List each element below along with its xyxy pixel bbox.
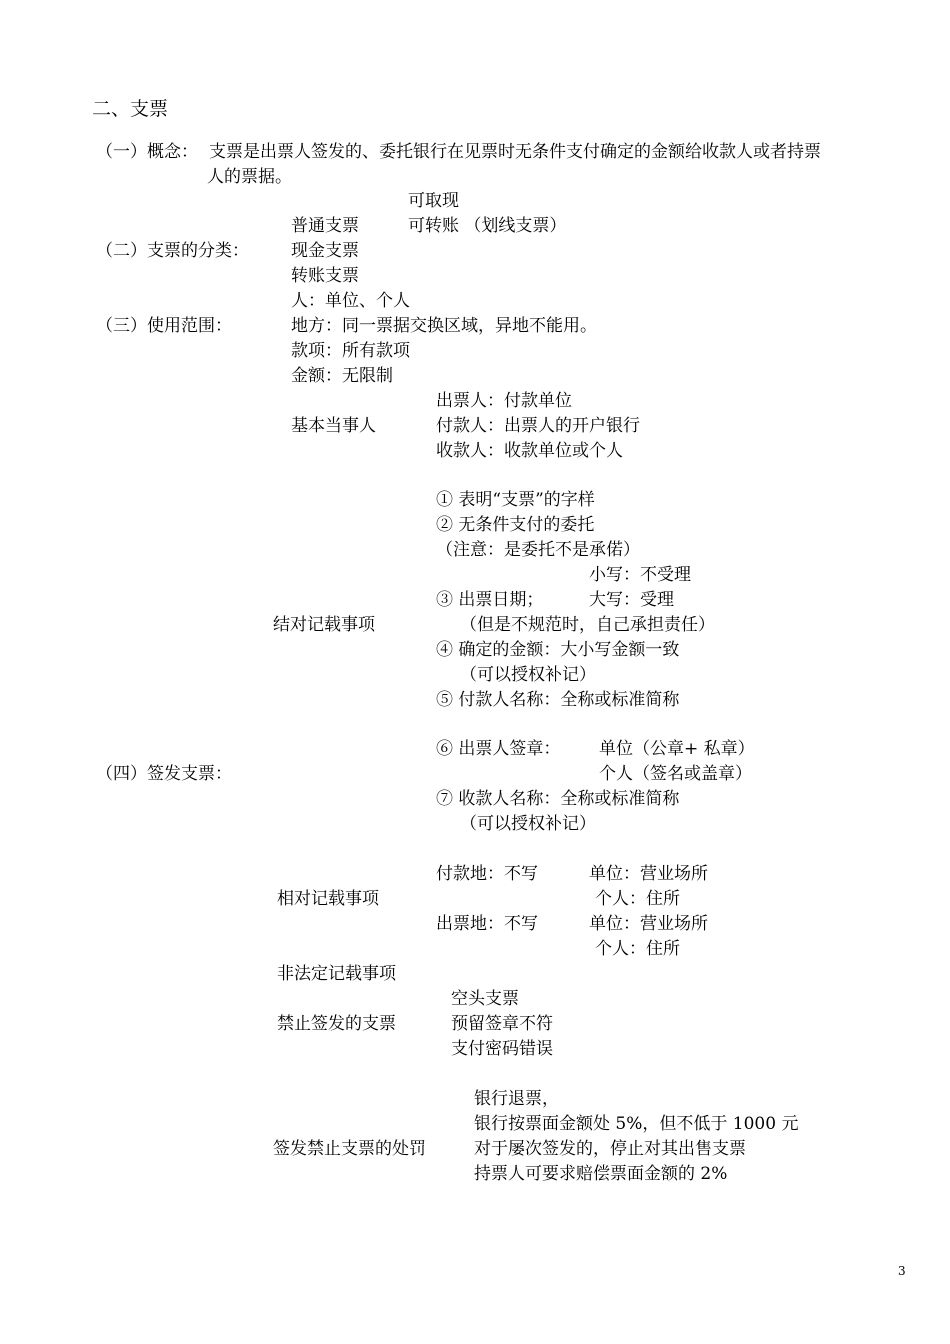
absolute-item-6: ⑥ 出票人签章： xyxy=(436,739,561,759)
absolute-item-4-note: （可以授权补记） xyxy=(460,665,596,685)
relative-pay-unit: 单位：营业场所 xyxy=(589,864,708,884)
penalty-item-4: 持票人可要求赔偿票面金额的 2% xyxy=(474,1164,728,1184)
absolute-item-3-note: （但是不规范时，自己承担责任） xyxy=(460,615,715,635)
scope-amount: 金额：无限制 xyxy=(291,366,393,386)
scope-label: （三）使用范围： xyxy=(96,316,232,336)
absolute-item-2: ② 无条件支付的委托 xyxy=(436,515,595,535)
absolute-item-7: ⑦ 收款人名称：全称或标准简称 xyxy=(436,789,680,809)
absolute-item-4: ④ 确定的金额：大小写金额一致 xyxy=(436,640,680,660)
concept-text-line2: 人的票据。 xyxy=(207,167,292,187)
scope-person: 人：单位、个人 xyxy=(291,291,410,311)
relative-issue-person: 个人：住所 xyxy=(595,939,680,959)
section-heading: 二、支票 xyxy=(92,98,169,120)
nonlegal-label: 非法定记载事项 xyxy=(277,964,396,984)
signature-unit: 单位（公章+ 私章） xyxy=(599,739,755,759)
class-ordinary: 普通支票 xyxy=(291,216,359,236)
penalty-item-3: 对于屡次签发的，停止对其出售支票 xyxy=(474,1139,746,1159)
relative-label: 相对记载事项 xyxy=(277,889,379,909)
date-small-write: 小写：不受理 xyxy=(589,565,691,585)
issue-label: （四）签发支票： xyxy=(96,764,232,784)
party-drawer: 出票人：付款单位 xyxy=(436,391,572,411)
absolute-item-5: ⑤ 付款人名称：全称或标准简称 xyxy=(436,690,680,710)
prohibited-item-2: 预留签章不符 xyxy=(451,1014,553,1034)
party-payee: 收款人：收款单位或个人 xyxy=(436,441,623,461)
penalty-item-2: 银行按票面金额处 5%，但不低于 1000 元 xyxy=(474,1114,799,1134)
class-transfer-cheque: 转账支票 xyxy=(291,266,359,286)
party-payer: 付款人：出票人的开户银行 xyxy=(436,416,640,436)
relative-issue-place: 出票地：不写 xyxy=(436,914,538,934)
penalty-label: 签发禁止支票的处罚 xyxy=(273,1139,426,1159)
relative-pay-place: 付款地：不写 xyxy=(436,864,538,884)
page-number: 3 xyxy=(898,1264,906,1278)
parties-label: 基本当事人 xyxy=(291,416,376,436)
date-big-write: 大写：受理 xyxy=(589,590,674,610)
prohibited-item-3: 支付密码错误 xyxy=(451,1039,553,1059)
scope-funds: 款项：所有款项 xyxy=(291,341,410,361)
prohibited-label: 禁止签发的支票 xyxy=(277,1014,396,1034)
concept-label: （一）概念： xyxy=(96,142,198,162)
classification-label: （二）支票的分类： xyxy=(96,241,249,261)
class-transfer: 可转账 （划线支票） xyxy=(408,216,567,236)
class-cash: 现金支票 xyxy=(291,241,359,261)
class-withdraw: 可取现 xyxy=(408,191,459,211)
absolute-item-2-note: （注意：是委托不是承偌） xyxy=(436,540,640,560)
relative-pay-person: 个人：住所 xyxy=(595,889,680,909)
absolute-item-7-note: （可以授权补记） xyxy=(460,814,596,834)
absolute-item-3: ③ 出票日期； xyxy=(436,590,544,610)
signature-person: 个人（签名或盖章） xyxy=(599,764,752,784)
scope-place: 地方：同一票据交换区域，异地不能用。 xyxy=(291,316,597,336)
relative-issue-unit: 单位：营业场所 xyxy=(589,914,708,934)
prohibited-item-1: 空头支票 xyxy=(451,989,519,1009)
absolute-label: 结对记载事项 xyxy=(273,615,375,635)
penalty-item-1: 银行退票， xyxy=(474,1089,559,1109)
absolute-item-1: ① 表明“支票”的字样 xyxy=(436,490,595,510)
concept-text-line1: 支票是出票人签发的、委托银行在见票时无条件支付确定的金额给收款人或者持票 xyxy=(209,142,821,162)
